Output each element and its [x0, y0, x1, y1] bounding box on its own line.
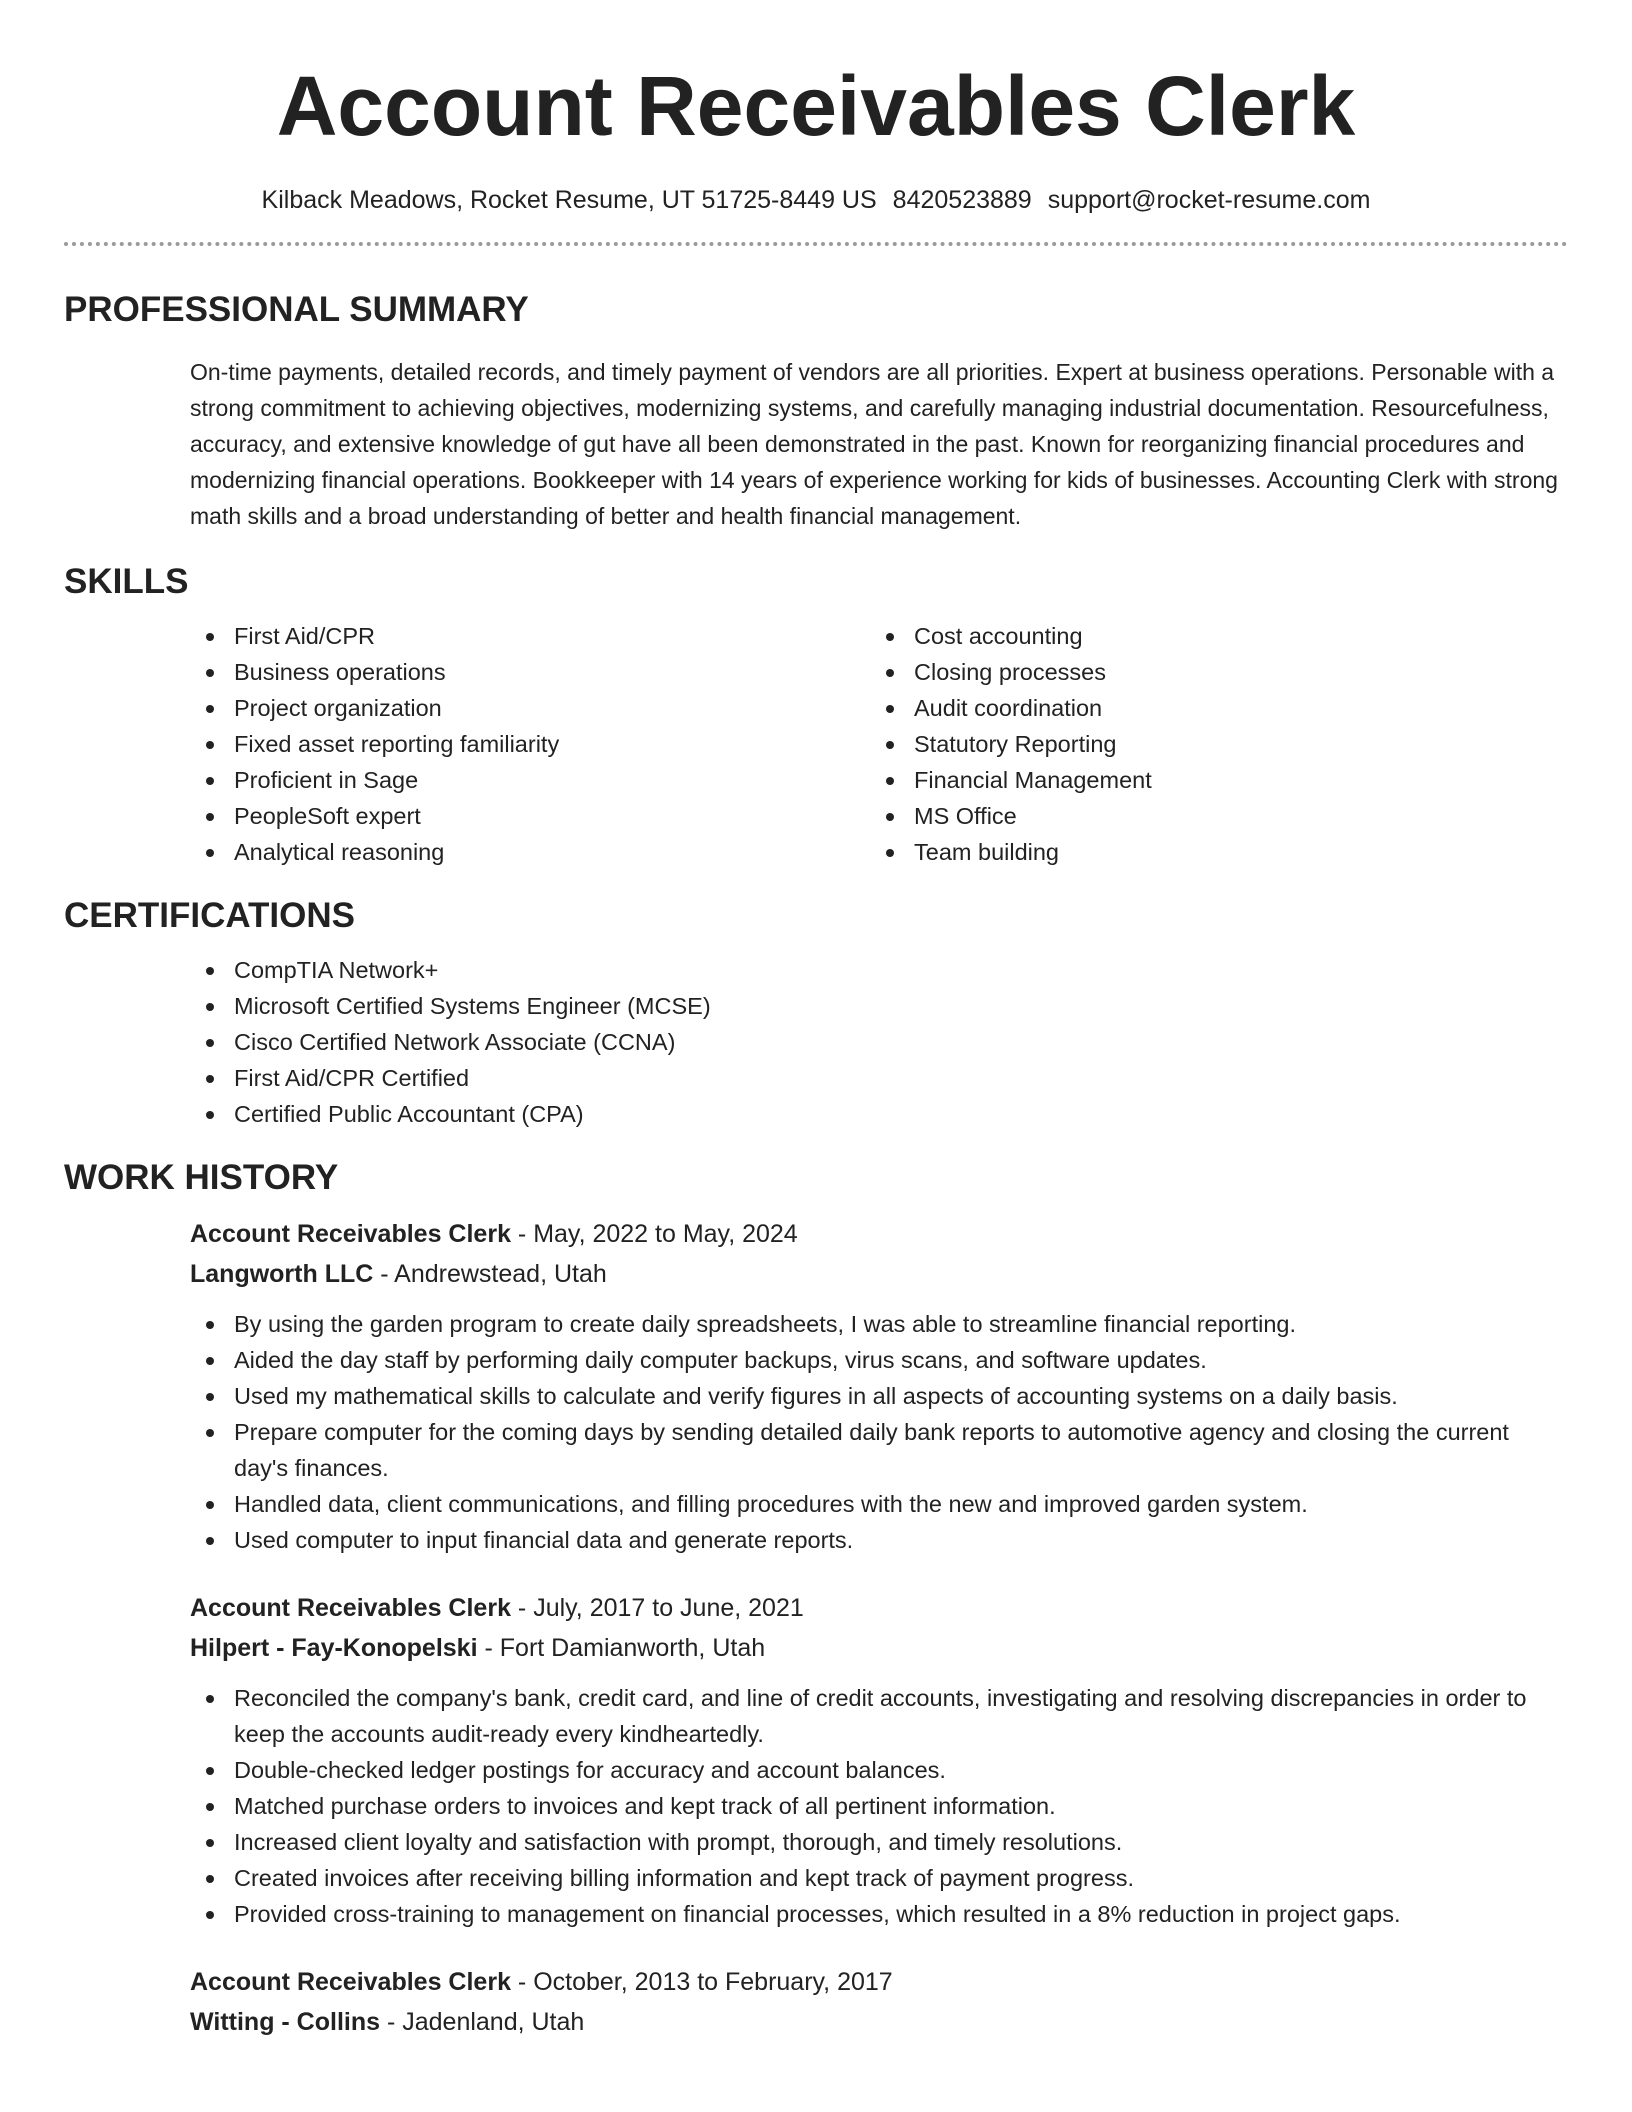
certifications-section — [64, 894, 1568, 1132]
job-dates: - October, 2013 to February, 2017 — [510, 1968, 893, 1996]
skill-item: MS Office — [870, 798, 1550, 834]
skill-item: PeopleSoft expert — [190, 798, 870, 834]
job-bullet: Prepare computer for the coming days by sending detailed daily bank reports to automotive agency and closing the current day's finances. — [190, 1414, 1568, 1486]
job-entry — [190, 1214, 1568, 1558]
job-bullet: Used my mathematical skills to calculate and verify figures in all aspects of accounting systems on a daily basis. — [190, 1378, 1568, 1414]
job-entry — [190, 1962, 1568, 2042]
job-bullets — [190, 1306, 1568, 1558]
job-bullet: Provided cross-training to management on financial processes, which resulted in a 8% reduction in project gaps. — [190, 1896, 1568, 1932]
job-title: Account Receivables Clerk — [190, 1220, 511, 1248]
skills-heading: SKILLS — [64, 562, 189, 601]
skill-item: Fixed asset reporting familiarity — [190, 726, 870, 762]
job-company: Witting - Collins — [190, 2008, 381, 2036]
contact-address: Kilback Meadows, Rocket Resume, UT 51725-8449 US — [261, 186, 877, 214]
certification-item: First Aid/CPR Certified — [190, 1060, 1568, 1096]
header-divider — [64, 242, 1568, 246]
skill-item: Proficient in Sage — [190, 762, 870, 798]
contact-line — [64, 184, 1568, 216]
certification-item: Certified Public Accountant (CPA) — [190, 1096, 1568, 1132]
job-bullet: Handled data, client communications, and filling procedures with the new and improved garden system. — [190, 1486, 1568, 1522]
summary-section — [64, 288, 1568, 534]
job-company: Hilpert - Fay-Konopelski — [190, 1634, 478, 1662]
job-title-line — [190, 1214, 1568, 1254]
certifications-heading: CERTIFICATIONS — [64, 896, 356, 935]
skill-item: Analytical reasoning — [190, 834, 870, 870]
job-company: Langworth LLC — [190, 1260, 374, 1288]
skills-section — [64, 560, 1568, 870]
job-bullet: Matched purchase orders to invoices and kept track of all pertinent information. — [190, 1788, 1568, 1824]
job-title: Account Receivables Clerk — [190, 1968, 511, 1996]
contact-email: support@rocket-resume.com — [1047, 186, 1371, 214]
job-company-line — [190, 2002, 1568, 2042]
job-bullet: Used computer to input financial data and generate reports. — [190, 1522, 1568, 1558]
summary-text: On-time payments, detailed records, and timely payment of vendors are all priorities. Expert at business operations. Personable with a strong commitment to achieving objectives, modernizing systems, and carefully managing industrial documentation. Resourcefulness, accuracy, and extensive knowledge of gut have all been demonstrated in the past. Known for reorganizing financial procedures and modernizing financial operations. Bookkeeper with 14 years of experience working for kids of businesses. Accounting Clerk with strong math skills and a broad understanding of better and health financial management. — [190, 359, 1558, 529]
job-bullet: Double-checked ledger postings for accuracy and account balances. — [190, 1752, 1568, 1788]
skill-item: First Aid/CPR — [190, 618, 870, 654]
skills-grid — [190, 618, 1568, 870]
certification-item: CompTIA Network+ — [190, 952, 1568, 988]
job-location: - Jadenland, Utah — [380, 2008, 585, 2036]
skills-list-left — [190, 618, 870, 870]
work-history-heading: WORK HISTORY — [64, 1158, 339, 1197]
job-bullet: Created invoices after receiving billing information and kept track of payment progress. — [190, 1860, 1568, 1896]
certification-item: Cisco Certified Network Associate (CCNA) — [190, 1024, 1568, 1060]
job-location: - Andrewstead, Utah — [373, 1260, 607, 1288]
certifications-list — [190, 952, 1568, 1132]
skill-item: Statutory Reporting — [870, 726, 1550, 762]
job-location: - Fort Damianworth, Utah — [477, 1634, 766, 1662]
job-company-line — [190, 1254, 1568, 1294]
job-company-line — [190, 1628, 1568, 1668]
job-bullet: Reconciled the company's bank, credit card, and line of credit accounts, investigating and resolving discrepancies in order to keep the accounts audit-ready every kindheartedly. — [190, 1680, 1568, 1752]
certification-item: Microsoft Certified Systems Engineer (MCSE) — [190, 988, 1568, 1024]
resume-page — [64, 0, 1568, 2042]
job-title-line — [190, 1588, 1568, 1628]
skill-item: Project organization — [190, 690, 870, 726]
summary-heading: PROFESSIONAL SUMMARY — [64, 290, 529, 329]
job-bullet: Aided the day staff by performing daily computer backups, virus scans, and software updates. — [190, 1342, 1568, 1378]
contact-phone: 8420523889 — [892, 186, 1032, 214]
job-entry — [190, 1588, 1568, 1932]
work-history-section — [64, 1156, 1568, 2042]
candidate-name: Account Receivables Clerk — [276, 59, 1356, 153]
skills-list-right — [870, 618, 1550, 870]
skill-item: Closing processes — [870, 654, 1550, 690]
job-bullet: By using the garden program to create daily spreadsheets, I was able to streamline financial reporting. — [190, 1306, 1568, 1342]
job-dates: - May, 2022 to May, 2024 — [510, 1220, 798, 1248]
skill-item: Financial Management — [870, 762, 1550, 798]
job-title-line — [190, 1962, 1568, 2002]
job-bullets — [190, 1680, 1568, 1932]
job-dates: - July, 2017 to June, 2021 — [510, 1594, 804, 1622]
job-bullet: Increased client loyalty and satisfaction with prompt, thorough, and timely resolutions. — [190, 1824, 1568, 1860]
job-title: Account Receivables Clerk — [190, 1594, 511, 1622]
skill-item: Team building — [870, 834, 1550, 870]
skill-item: Cost accounting — [870, 618, 1550, 654]
skill-item: Business operations — [190, 654, 870, 690]
skill-item: Audit coordination — [870, 690, 1550, 726]
